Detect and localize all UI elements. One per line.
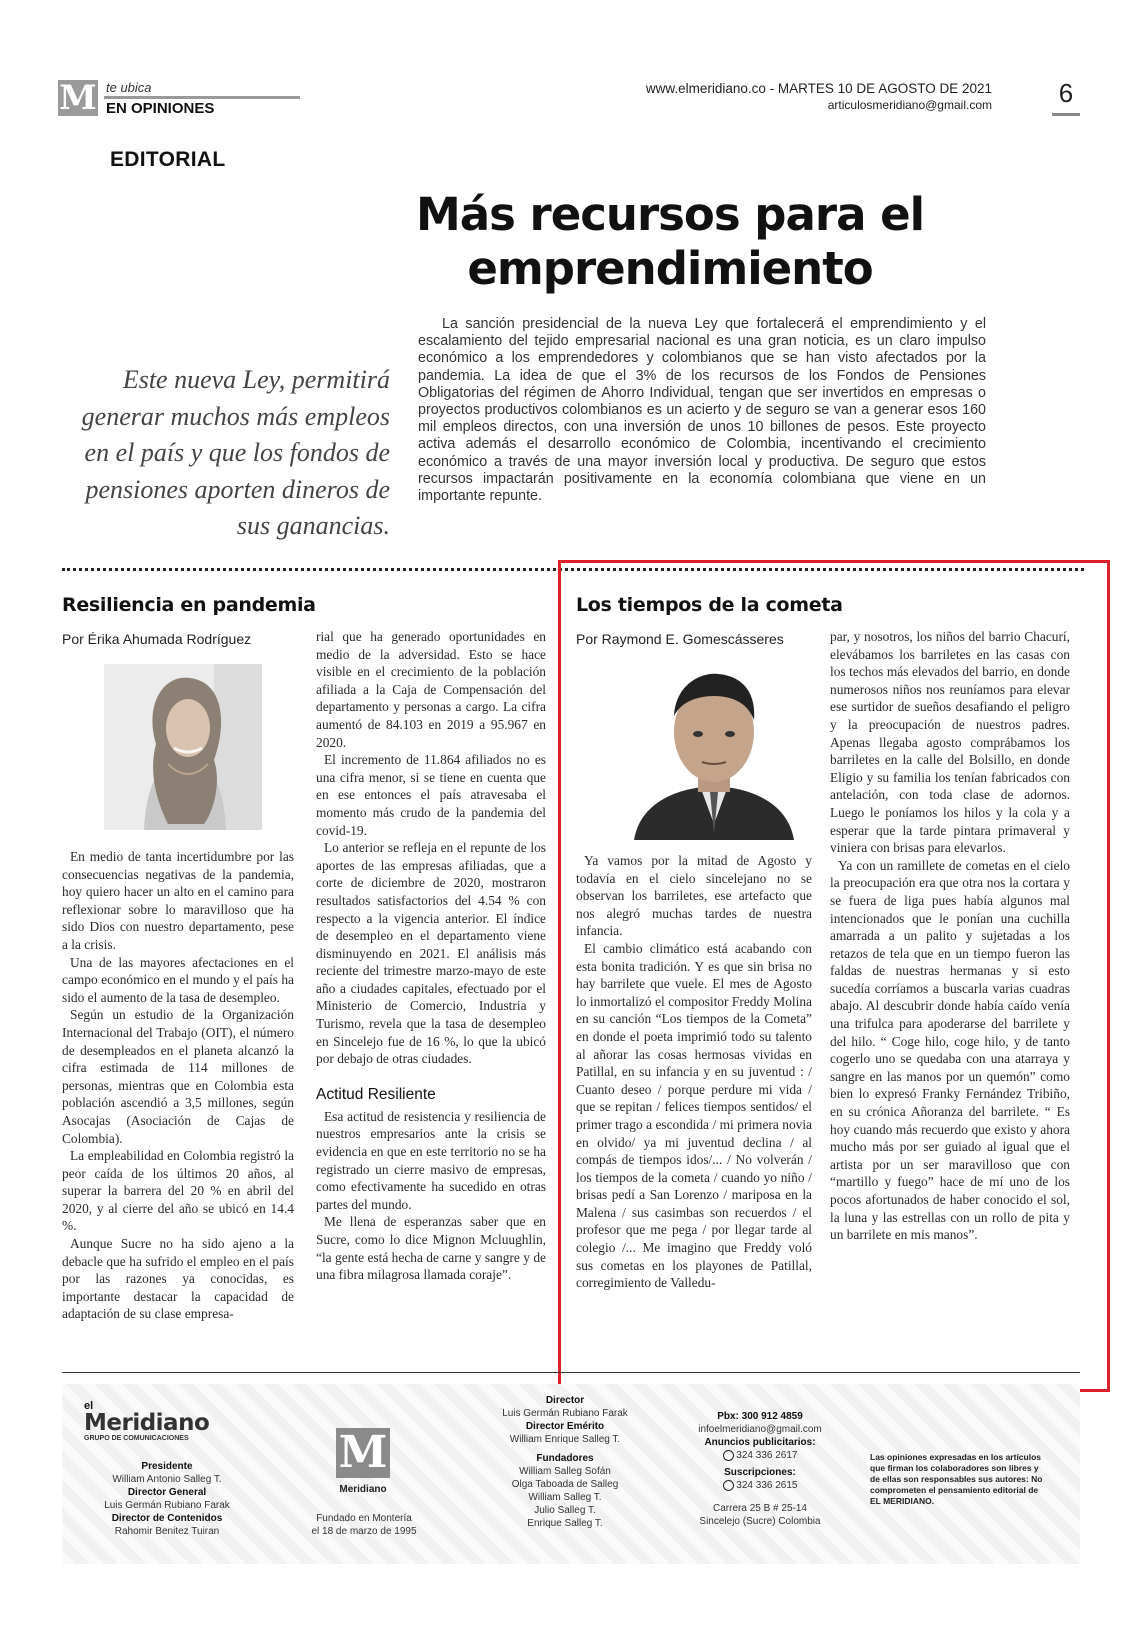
header-rule: [104, 96, 300, 99]
header-site-date: www.elmeridiano.co - MARTES 10 DE AGOSTO DE 2021: [645, 81, 992, 96]
article1-title: Resiliencia en pandemia: [62, 594, 316, 616]
label: Director de Contenidos: [111, 1513, 223, 1524]
footer-contact: [672, 1410, 848, 1528]
paragraph: En medio de tanta incertidumbre por las consecuencias negativas de la pandemia, hoy quiero hacer un alto en el camino para reflexionar sobre lo maravilloso que ha sido Dios con nuestro departamento, pese a la crisis.: [62, 849, 294, 952]
paragraph: Ya con un ramillete de cometas en el cielo la preocupación era que otra nos la cortara y se fuera de liga pues había algunos mal intencionados que le ponían una cuchilla amarrada a un palito y sujetadas a los retazos de tela que en un tiempo fueron las faldas de nuestras hermanas y si esto sucedía corríamos a buscarla varias cuadras abajo. Al descubrir donde había caído venía una trifulca para apoderarse del barrilete y del hilo. “ Coge hilo, coge hilo, y de tanto cogerlo uno se quedaba con una atarraya y sangre en las manos por un quemón” como bien lo expresó Franky Fernández Tribiño, en su crónica Añoranza del barrilete. “ Es hoy cuando más recuerdo que existo y ahora mucho más por ser guiado al igual que el artista por un ser maravilloso que con “martillo y fuego” hace de mí uno de los pocos afortunados de haber conocido el sol, la luna y las estrellas con un rollo de pita y un barrilete en mis manos”.: [830, 857, 1070, 1243]
footer-logo: M: [336, 1428, 390, 1478]
article1-byline: Por Érika Ahumada Rodríguez: [62, 631, 252, 647]
value: Julio Salleg T.: [534, 1505, 596, 1516]
editorial-label: EDITORIAL: [110, 148, 226, 171]
whatsapp-icon: [723, 1450, 734, 1461]
page-number-rule: [1052, 113, 1080, 116]
paragraph: La empleabilidad en Colombia registró la peor caída de los últimos 20 años, al superar la barrera del 20 % en abril del 2020, y al cierre del año se ubicó en 14.4 %.: [62, 1148, 294, 1234]
paragraph: Una de las mayores afectaciones en el campo económico en el mundo y el país ha sido el aumento de la tasa de desempleo.: [62, 954, 294, 1005]
paragraph: Aunque Sucre no ha sido ajeno a la debacle que ha sufrido el empleo en el país por las razones ya conocidas, es importante destacar la capacidad de adaptación de su clase empresa-: [62, 1236, 294, 1322]
headline-line-1: Más recursos para el: [415, 188, 925, 241]
label: Fundadores: [536, 1453, 594, 1464]
paragraph: rial que ha generado oportunidades en medio de la adversidad. Esto se hace visible en el crecimiento de la población afiliada a la Caja de Compensación del departamento y personas a cargo. La cifra aumentó de 84.103 en 2019 a 95.967 en 2020.: [316, 629, 546, 750]
value: Luis Germán Rubiano Farak: [502, 1408, 628, 1419]
editorial-headline: [400, 188, 940, 296]
article1-subhead: Actitud Resiliente: [316, 1085, 436, 1103]
value: Fundado en Montería: [316, 1513, 412, 1524]
footer-brand-el: el: [84, 1400, 94, 1412]
anuncios-phone: 324 336 2617: [736, 1450, 798, 1461]
whatsapp-icon: [723, 1480, 734, 1491]
header-section: EN OPINIONES: [106, 100, 215, 117]
value: William Salleg Sofán: [519, 1466, 611, 1477]
article-bottom-rule: [62, 1372, 1080, 1373]
article2-column-1: [576, 852, 812, 1292]
article2-column-2: [830, 628, 1070, 1244]
article1-column-2: [316, 628, 546, 1284]
editorial-body: La sanción presidencial de la nueva Ley que fortalecerá el emprendimiento y el escalamiento del tejido empresarial nacional es una gran noticia, es un claro impulso económico a los emprendedores y colombianos que se han visto afectados por la pandemia. La idea de que el 3% de los recursos de los Fondos de Pensiones Obligatorias del régimen de Ahorro Individual, tengan que ser invertidos en empresas o proyectos productivos colombianos es un acierto y de seguro se van a generar esos 160 mil empleos directos, con una inversión de unos 10 billones de pesos. Este proyecto activa además el desarrollo económico de Colombia, incentivando el crecimiento económico a través de una mayor inversión local y productiva. De seguro que estos recursos impactarán positivamente en la economía colombiana que viene en un importante repunte.: [418, 316, 986, 505]
address: Carrera 25 B # 25-14: [713, 1503, 807, 1514]
editorial-pullquote: Este nueva Ley, permitirá generar muchos más empleos en el país y que los fondos de pensiones aporten dineros de sus ganancias.: [81, 365, 390, 540]
label: Anuncios publicitarios:: [704, 1437, 816, 1448]
value: Olga Taboada de Salleg: [511, 1479, 619, 1490]
anuncios-line: [672, 1449, 848, 1462]
paragraph: Ya vamos por la mitad de Agosto y todavía en el cielo sincelejano no se observan los barriletes, ese artefacto que nos alegró muchas tardes de nuestra infancia.: [576, 853, 812, 939]
footer-disclaimer: Las opiniones expresadas en los artículos que firman los colaboradores son libres y de ellas son responsables sus autores: No comprometen el pensamiento editorial de EL MERIDIANO.: [870, 1452, 1043, 1506]
page-number: 6: [1058, 78, 1074, 108]
paragraph: Esa actitud de resistencia y resiliencia de nuestros empresarios ante la crisis se evidencia en que en este territorio no se ha registrado un cierre masivo de empresas, como efectivamente ha sucedido en otras partes del mundo.: [316, 1108, 546, 1212]
paragraph: Me llena de esperanzas saber que en Sucre, como lo dice Mignon Mcluughlin, “la gente está hecha de carne y sangre y de una fibra milagrosa llamada coraje”.: [316, 1214, 546, 1283]
value: William Antonio Salleg T.: [112, 1474, 222, 1485]
article2-byline: Por Raymond E. Gomescásseres: [576, 631, 784, 647]
article1-author-photo: [104, 664, 262, 830]
paragraph: par, y nosotros, los niños del barrio Chacurí, elevábamos los barriletes en las casas con los techos más elevados del barrio, en donde numerosos niños nos reuníamos para elevar ese surtidor de sueños desafiando el peligro y la preocupación de nuestros padres. Apenas llegaba agosto comprábamos los barriletes en la calle del Bolsillo, en donde Eligio y su familia los tenían fabricados con antelación, con toda clase de adornos. Luego le poníamos los hilos y la cola y a esperar que la tarde pintara primaveral y viniera con brisas para elevarlos.: [830, 629, 1070, 856]
footer-founded: [302, 1512, 426, 1538]
suscripciones-phone: 324 336 2615: [736, 1480, 798, 1491]
value: Luis Germán Rubiano Farak: [104, 1500, 230, 1511]
header-email: articulosmeridiano@gmail.com: [827, 98, 992, 112]
label: Director General: [127, 1487, 207, 1498]
footer-masthead: [478, 1394, 652, 1530]
city: Sincelejo (Sucre) Colombia: [699, 1516, 821, 1527]
label: Director: [545, 1395, 585, 1406]
value: Enrique Salleg T.: [527, 1518, 603, 1529]
paragraph: El cambio climático está acabando con esta bonita tradición. Y es que sin brisa no hay barrilete que vuele. El mes de Agosto lo inmortalizó el compositor Freddy Molina en su canción “Los tiempos de la Cometa” en donde el poeta imprimió todo su talento al añorar las cosas hermosas vividas en Patillal, en su infancia y en su juventud : / Cuanto deseo / porque perdure mi vida / que se repitan / felices tiempos sentidos/ el primer trago a escondida / mi primera novia en olvido/ ya mi juventud declina / al compás de tiempos idos/... / No volverán / los tiempos de la cometa / cuando yo niño / brisas pedí a San Lorenzo / mariposa en la Malena / sus casimbas son recuerdos / el profesor que me pega / por llegar tarde al colegio /... Me imagino que Freddy voló sus cometas en los playones de Patillal, corregimiento de Valledu-: [576, 940, 812, 1291]
footer-brand-sub: GRUPO DE COMUNICACIONES: [84, 1435, 189, 1442]
value: William Salleg T.: [528, 1492, 602, 1503]
label: Director Emérito: [525, 1421, 605, 1432]
suscripciones-line: [672, 1479, 848, 1492]
footer-brand: [84, 1400, 234, 1442]
value: William Enrique Salleg T.: [509, 1434, 621, 1445]
header-logo: M: [59, 78, 97, 118]
headline-line-2: emprendimiento: [467, 242, 873, 295]
footer-brand-name: Meridiano: [84, 1410, 210, 1436]
paragraph: El incremento de 11.864 afiliados no es una cifra menor, si se tiene en cuenta que en ese entonces el país atravesaba el momento más crudo de la pandemia del covid-19.: [316, 752, 546, 838]
label: Suscripciones:: [724, 1467, 796, 1478]
info-email: infoelmeridiano@gmail.com: [698, 1424, 822, 1435]
article2-author-photo: [614, 664, 814, 840]
footer-logo-name: Meridiano: [339, 1484, 387, 1495]
label: Presidente: [141, 1461, 193, 1472]
article1-column-1: [62, 848, 294, 1323]
value: Rahomir Benitez Tuiran: [114, 1526, 220, 1537]
footer-directors: [78, 1460, 256, 1538]
paragraph: Lo anterior se refleja en el repunte de los aportes de las empresas afiliadas, que a corte de diciembre de 2020, mostraron resultados satisfactorios del 4.54 % con respecto a la vigencia anterior. El índice de desempleo en el departamento viene disminuyendo en 2021. El análisis más reciente del trimestre marzo-mayo de este año a ciudades capitales, efectuado por el Ministerio de Comercio, Industria y Turismo, revela que la tasa de desempleo en Sincelejo fue de 16 %, lo que la ubicó por debajo de otras ciudades.: [316, 840, 546, 1067]
header-te-ubica: te ubica: [106, 80, 152, 95]
pbx: Pbx: 300 912 4859: [717, 1411, 803, 1422]
paragraph: Según un estudio de la Organización Internacional del Trabajo (OIT), el número de desempleados en el planeta alcanzó la cifra estimada de 114 millones de personas, mientras que en Colombia esta población ascendió a 3,5 millones, según Asocajas (Asociación de Cajas de Colombia).: [62, 1007, 294, 1146]
value: el 18 de marzo de 1995: [311, 1526, 417, 1537]
article2-title: Los tiempos de la cometa: [576, 594, 843, 616]
